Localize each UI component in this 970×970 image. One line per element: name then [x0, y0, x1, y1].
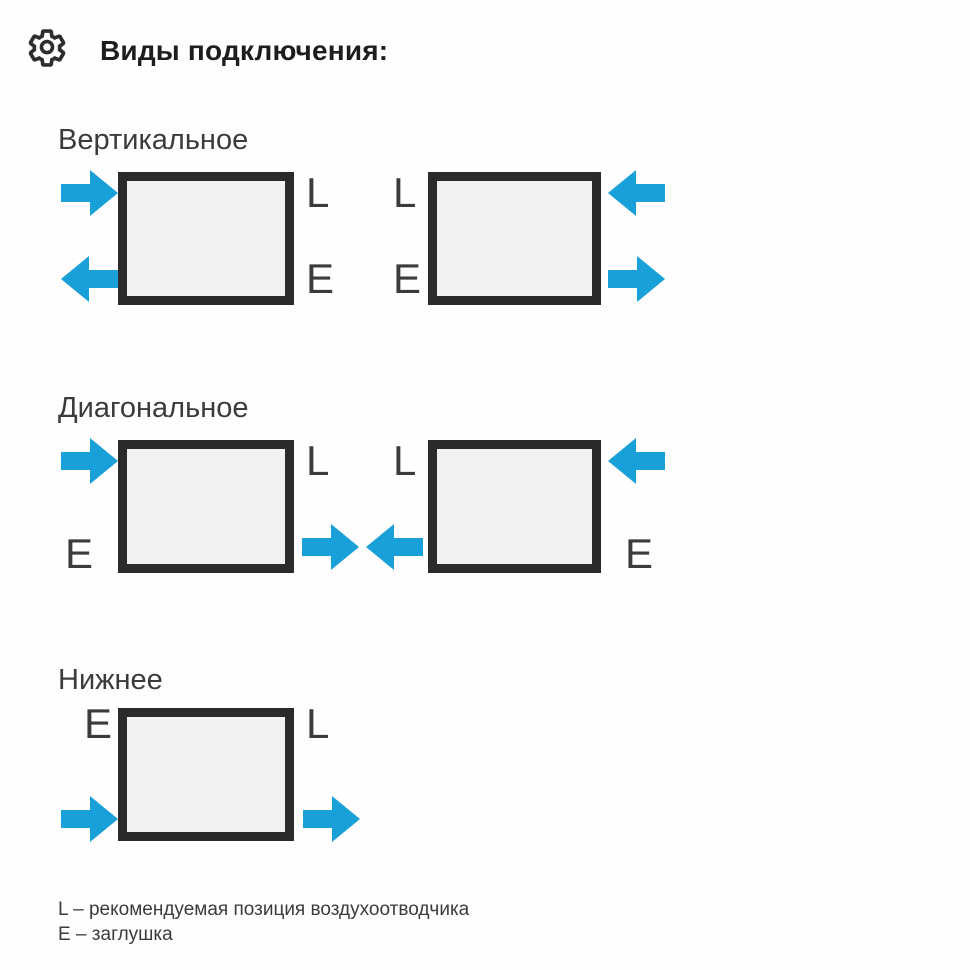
label-air-vent: L [306, 437, 330, 484]
radiator-box [428, 172, 601, 305]
flow-out-arrow-left-icon [61, 256, 118, 302]
section-title-vertical: Вертикальное [58, 124, 249, 156]
label-plug: E [625, 530, 654, 577]
flow-out-arrow-left-icon [366, 524, 423, 570]
legend-line-air-vent: L – рекомендуемая позиция воздухоотводчика [58, 899, 470, 920]
flow-in-arrow-right-icon [61, 438, 118, 484]
radiator-box [118, 708, 294, 841]
flow-in-arrow-left-icon [608, 170, 665, 216]
page-title: Виды подключения: [100, 35, 389, 66]
section-title-bottom: Нижнее [58, 664, 163, 696]
radiator-box [118, 440, 294, 573]
label-plug: E [306, 255, 335, 302]
label-air-vent: L [393, 437, 417, 484]
label-plug: E [393, 255, 422, 302]
flow-out-arrow-right-icon [608, 256, 665, 302]
flow-in-arrow-right-icon [61, 796, 118, 842]
label-air-vent: L [393, 169, 417, 216]
section-title-diagonal: Диагональное [58, 392, 249, 424]
gear-icon [25, 26, 69, 70]
radiator-box [428, 440, 601, 573]
flow-out-arrow-right-icon [303, 796, 360, 842]
flow-in-arrow-left-icon [608, 438, 665, 484]
legend [58, 897, 469, 947]
flow-in-arrow-right-icon [61, 170, 118, 216]
flow-out-arrow-right-icon [302, 524, 359, 570]
label-plug: E [65, 530, 94, 577]
radiator-box [118, 172, 294, 305]
label-air-vent: L [306, 700, 330, 747]
label-plug: E [84, 700, 113, 747]
label-air-vent: L [306, 169, 330, 216]
legend-line-plug: E – заглушка [58, 924, 173, 945]
